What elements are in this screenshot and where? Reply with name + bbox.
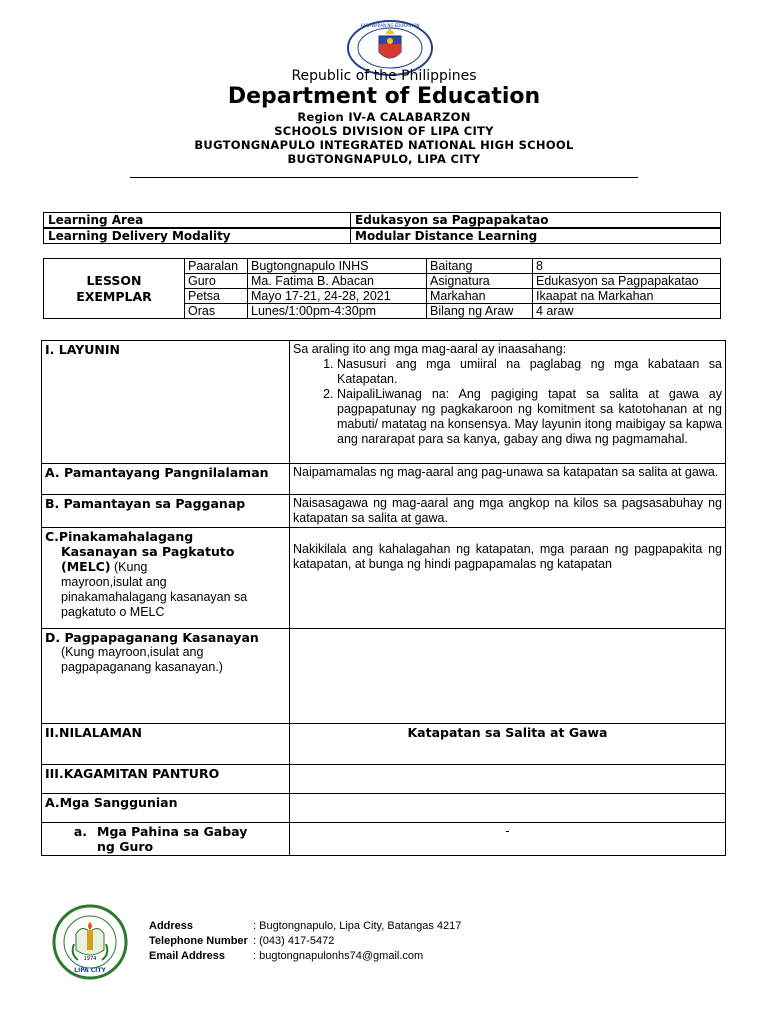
pamantayang-pangnilalaman-label: A. Pamantayang Pangnilalaman [45,465,269,480]
table-row [42,341,726,464]
table-row [42,528,726,629]
svg-text:KAGAWARAN NG EDUKASYON: KAGAWARAN NG EDUKASYON [360,23,420,28]
kagamitan-panturo-value [290,765,726,794]
school-line: BUGTONGNAPULO INTEGRATED NATIONAL HIGH SCHOOL [194,138,574,152]
modality-value: Modular Distance Learning [351,228,721,244]
list-item: 2. NaipaliLiwanag na: Ang pagiging tapat sa salita at gawa ay pagpapatunay ng pagkakaroon ng komitment sa katotohanan at ng mabuti/ matatag na konsensya. May layunin itong maibigay sa kapwa ang nararapat para sa kanya, gabay ang diwa ng pagmamahal. [337,387,722,447]
layunin-label: I. LAYUNIN [45,342,120,357]
sanggunian-value [290,794,726,823]
layunin-content [290,341,726,464]
melc-note: mayroon,isulat ang pinakamahalagang kasanayan sa pagkatuto o MELC [61,575,248,619]
modality-label: Learning Delivery Modality [44,228,351,244]
learning-area-label: Learning Area [44,213,351,229]
petsa-value: Mayo 17-21, 24-28, 2021 [248,289,427,304]
asignatura-value: Edukasyon sa Pagpapakatao [533,274,721,289]
nilalaman-label-cell [42,724,290,765]
asignatura-label: Asignatura [427,274,533,289]
markahan-value: Ikaapat na Markahan [533,289,721,304]
pahina-label-line1: Mga Pahina sa Gabay [97,824,248,839]
learning-area-value: Edukasyon sa Pagpapakatao [351,213,721,229]
sanggunian-label: A.Mga Sanggunian [45,795,178,810]
pagpapaganang-kasanayan-note: (Kung mayroon,isulat ang pagpapaganang kasanayan.) [61,645,223,674]
melc-value: Nakikilala ang kahalagahan ng katapatan, mga paraan ng pagpapakita ng katapatan, at bunga ng hindi pagpapamalas ng katapatan [290,528,726,629]
table-row [42,495,726,528]
melc-kung: (Kung [110,560,148,574]
bilang-ng-araw-label: Bilang ng Araw [427,304,533,319]
pagpapaganang-kasanayan-label-cell [42,629,290,724]
address-value: : Bugtongnapulo, Lipa City, Batangas 4217 [253,920,462,932]
petsa-label: Petsa [185,289,248,304]
layunin-list [293,357,722,447]
region-line: Region IV-A CALABARZON [297,110,471,124]
melc-label-line3 [61,559,286,575]
lesson-title-line1: LESSON [86,272,142,288]
pahina-label-block [97,824,247,854]
melc-label-line1: C.Pinakamahalagang [45,529,194,544]
table-row [42,823,726,856]
oras-label: Oras [185,304,248,319]
pahina-marker: a. [73,824,87,839]
melc-label-line2: Kasanayan sa Pagkatuto [61,544,235,559]
table-row [42,765,726,794]
baitang-label: Baitang [427,259,533,274]
pamantayang-pangnilalaman-label-cell [42,464,290,495]
paaralan-value: Bugtongnapulo INHS [248,259,427,274]
baitang-value: 8 [533,259,721,274]
pamantayan-sa-pagganap-value: Naisasagawa ng mag-aaral ang mga angkop na kilos sa pagsasabuhay ng katapatan sa salita at gawa. [290,495,726,528]
email-value: : bugtongnapulonhs74@gmail.com [253,950,424,962]
paaralan-label: Paaralan [185,259,248,274]
melc-label-cell [42,528,290,629]
school-address-line: BUGTONGNAPULO, LIPA CITY [287,152,481,166]
table-row [42,724,726,765]
oras-value: Lunes/1:00pm-4:30pm [248,304,427,319]
nilalaman-value: Katapatan sa Salita at Gawa [407,725,608,740]
pahina-value: - [290,823,726,856]
pahina-label-line2: ng Guro [97,839,154,854]
layunin-intro: Sa araling ito ang mga mag-aaral ay inaasahang: [293,342,567,356]
table-row [42,794,726,823]
markahan-label: Markahan [427,289,533,304]
pagpapaganang-kasanayan-label: D. Pagpapaganang Kasanayan [45,630,259,645]
sanggunian-label-cell [42,794,290,823]
division-line: SCHOOLS DIVISION OF LIPA CITY [274,124,494,138]
table-row [44,259,721,274]
address-label: Address [149,920,194,932]
lesson-title-line2: EXEMPLAR [76,288,152,304]
kagamitan-label-cell [42,765,290,794]
lesson-exemplar-table [43,258,721,319]
school-seal-logo [52,904,128,980]
lesson-plan-table [41,340,726,856]
pagpapaganang-kasanayan-value [290,629,726,724]
pahina-label-row [45,824,286,854]
lesson-exemplar-title [44,259,185,319]
telephone-value: : (043) 417-5472 [253,935,335,947]
pamantayan-sa-pagganap-label: B. Pamantayan sa Pagganap [45,496,246,511]
learning-area-table [43,212,721,244]
table-row [42,629,726,724]
table-row [44,213,721,229]
table-row [44,228,721,244]
telephone-label: Telephone Number [149,935,248,947]
seal-year: 1974 [83,956,97,962]
guro-label: Guro [185,274,248,289]
email-label: Email Address [149,950,226,962]
pahina-label-cell [42,823,290,856]
bilang-ng-araw-value: 4 araw [533,304,721,319]
table-row [42,464,726,495]
seal-city: LIPA CITY [74,967,106,974]
header-divider [130,177,638,178]
nilalaman-value-cell [290,724,726,765]
nilalaman-label: II.NILALAMAN [45,725,143,740]
melc-abbrev: (MELC) [61,559,111,574]
melc-label-block [45,544,286,620]
kagamitan-panturo-label: III.KAGAMITAN PANTURO [45,766,220,781]
list-item: 1. Nasusuri ang mga umiiral na paglabag ng mga kabataan sa Katapatan. [337,357,722,387]
pamantayan-sa-pagganap-label-cell [42,495,290,528]
guro-value: Ma. Fatima B. Abacan [248,274,427,289]
republic-heading: Republic of the Philippines [291,68,477,84]
department-title: Department of Education [227,84,541,109]
layunin-label-cell [42,341,290,464]
pamantayang-pangnilalaman-value: Naipamamalas ng mag-aaral ang pag-unawa sa katapatan sa salita at gawa. [290,464,726,495]
